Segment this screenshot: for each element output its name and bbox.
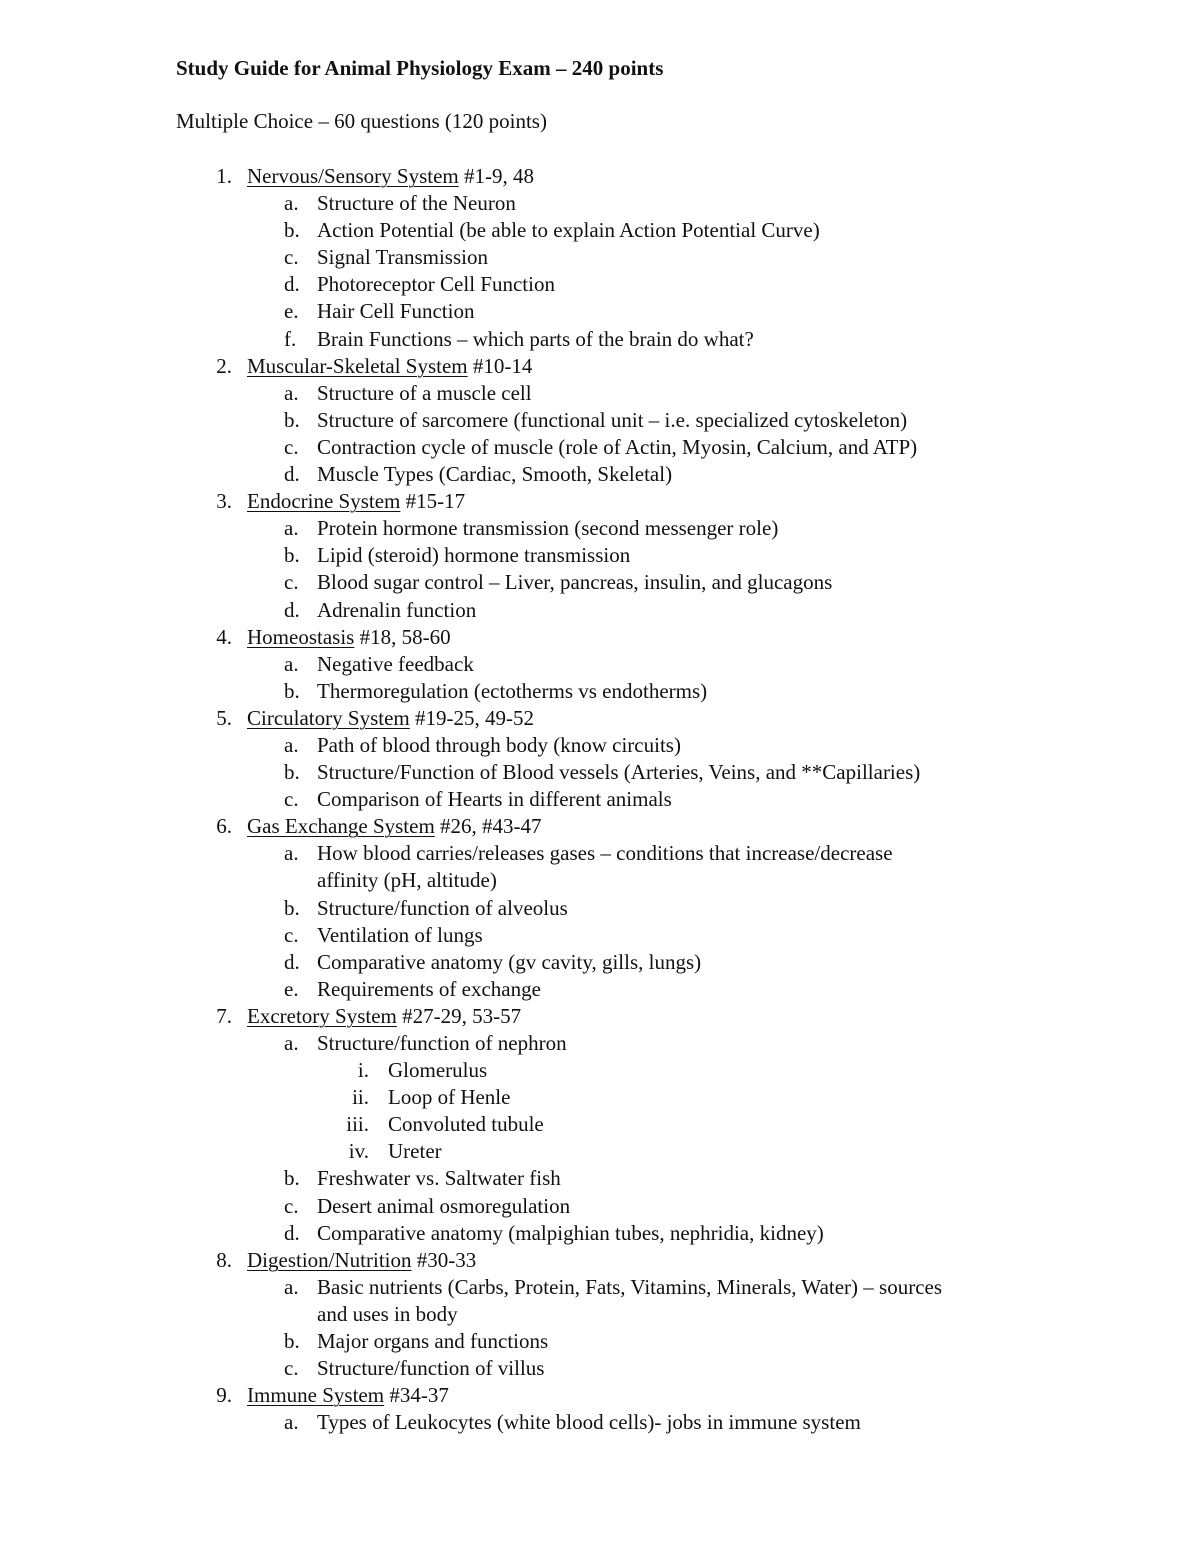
list-marker: 4. [216, 624, 232, 649]
outline-subtopic [0, 1355, 1200, 1382]
question-numbers: #27-29, 53-57 [396, 1003, 522, 1028]
list-marker: d. [284, 462, 300, 487]
outline-subtopic [0, 840, 1200, 867]
outline-subsubtopic [0, 1138, 1200, 1165]
topic-name: Circulatory System [247, 705, 410, 730]
outline-subtopic [0, 407, 1200, 434]
list-marker: c. [284, 787, 299, 812]
outline-subtopic [0, 1030, 1200, 1057]
outline-topic [0, 1003, 1200, 1030]
list-marker: b. [284, 678, 300, 703]
outline-subtopic [0, 786, 1200, 813]
outline-subtopic [0, 867, 1200, 894]
item-text: Convoluted tubule [388, 1112, 544, 1137]
list-marker: c. [284, 570, 299, 595]
outline-subtopic [0, 1165, 1200, 1192]
outline-topic [0, 813, 1200, 840]
list-marker: a. [284, 380, 299, 405]
outline-subtopic [0, 271, 1200, 298]
outline-subtopic [0, 190, 1200, 217]
item-text: Loop of Henle [388, 1085, 511, 1110]
outline-subtopic [0, 759, 1200, 786]
list-marker: 7. [216, 1003, 232, 1028]
question-numbers: #26, #43-47 [434, 814, 542, 839]
list-marker: a. [284, 841, 299, 866]
question-numbers: #15-17 [400, 489, 466, 514]
outline-topic [0, 488, 1200, 515]
outline-subtopic [0, 434, 1200, 461]
topic-text [247, 488, 465, 515]
item-text: Contraction cycle of muscle (role of Actin, Myosin, Calcium, and ATP) [317, 434, 918, 459]
outline-subtopic [0, 1193, 1200, 1220]
outline-subtopic [0, 895, 1200, 922]
topic-text [247, 1247, 476, 1274]
list-marker: c. [284, 245, 299, 270]
topic-text [247, 1003, 521, 1030]
item-text: Structure of a muscle cell [317, 380, 532, 405]
item-text: Structure/Function of Blood vessels (Arteries, Veins, and **Capillaries) [317, 760, 921, 785]
list-marker: d. [284, 1220, 300, 1245]
item-text: Structure/function of nephron [317, 1031, 567, 1055]
topic-text [247, 1382, 449, 1409]
item-text: Photoreceptor Cell Function [317, 272, 555, 297]
item-text: Structure/function of villus [317, 1356, 545, 1381]
question-numbers: #10-14 [467, 353, 533, 378]
topic-name: Excretory System [247, 1003, 397, 1028]
outline-subtopic [0, 976, 1200, 1003]
outline-topic [0, 624, 1200, 651]
section-heading: Multiple Choice – 60 questions (120 points) [176, 109, 547, 133]
item-text: Requirements of exchange [317, 976, 541, 1001]
item-text: Comparison of Hearts in different animals [317, 787, 672, 812]
outline-subtopic [0, 1301, 1200, 1328]
list-marker: a. [284, 732, 299, 757]
outline-subtopic [0, 515, 1200, 542]
topic-name: Gas Exchange System [247, 814, 435, 839]
list-marker: e. [284, 299, 299, 324]
item-text: Negative feedback [317, 651, 474, 676]
outline-topic [0, 1382, 1200, 1409]
list-marker: 6. [216, 814, 232, 839]
list-marker: d. [284, 272, 300, 297]
outline-subtopic [0, 732, 1200, 759]
item-text: Signal Transmission [317, 245, 488, 270]
study-outline [0, 163, 1200, 1436]
item-text: Comparative anatomy (gv cavity, gills, lungs) [317, 949, 702, 974]
list-marker: b. [284, 218, 300, 243]
list-marker: 2. [216, 353, 232, 378]
outline-topic [0, 353, 1200, 380]
outline-subtopic [0, 922, 1200, 949]
list-marker: 8. [216, 1247, 232, 1272]
item-text: Structure of the Neuron [317, 191, 516, 216]
item-text: and uses in body [317, 1301, 458, 1326]
list-marker: a. [284, 1274, 299, 1299]
topic-text [247, 705, 534, 732]
item-text: Desert animal osmoregulation [317, 1193, 571, 1218]
outline-subtopic [0, 217, 1200, 244]
item-text: Brain Functions – which parts of the brain do what? [317, 326, 754, 351]
outline-subtopic [0, 298, 1200, 325]
list-marker: c. [284, 434, 299, 459]
document-title: Study Guide for Animal Physiology Exam – 240 points [176, 56, 664, 80]
outline-subtopic [0, 542, 1200, 569]
item-text: Thermoregulation (ectotherms vs endotherms) [317, 678, 708, 703]
topic-text [247, 813, 542, 840]
topic-text [247, 353, 532, 380]
outline-subtopic [0, 244, 1200, 271]
outline-subtopic [0, 949, 1200, 976]
item-text: Ventilation of lungs [317, 922, 483, 947]
outline-subtopic [0, 1274, 1200, 1301]
item-text: Basic nutrients (Carbs, Protein, Fats, Vitamins, Minerals, Water) – sources [317, 1274, 943, 1299]
topic-name: Muscular-Skeletal System [247, 353, 468, 378]
item-text: Muscle Types (Cardiac, Smooth, Skeletal) [317, 462, 673, 487]
list-marker: b. [284, 407, 300, 432]
item-text: affinity (pH, altitude) [317, 868, 497, 893]
list-marker: iii. [346, 1112, 369, 1137]
outline-subtopic [0, 569, 1200, 596]
question-numbers: #34-37 [384, 1383, 449, 1408]
outline-subtopic [0, 380, 1200, 407]
list-marker: a. [284, 191, 299, 216]
outline-subtopic [0, 1220, 1200, 1247]
topic-name: Endocrine System [247, 489, 401, 514]
topic-text [247, 624, 451, 651]
item-text: Types of Leukocytes (white blood cells)- jobs in immune system [317, 1410, 861, 1435]
item-text: Major organs and functions [317, 1329, 549, 1354]
outline-topic [0, 1247, 1200, 1274]
list-marker: a. [284, 1031, 299, 1055]
outline-subtopic [0, 461, 1200, 488]
list-marker: ii. [352, 1085, 369, 1110]
list-marker: c. [284, 1193, 299, 1218]
outline-subsubtopic [0, 1057, 1200, 1084]
question-numbers: #19-25, 49-52 [409, 705, 534, 730]
item-text: Glomerulus [388, 1058, 488, 1083]
topic-name: Homeostasis [247, 624, 355, 649]
item-text: Structure of sarcomere (functional unit – i.e. specialized cytoskeleton) [317, 407, 908, 432]
list-marker: iv. [348, 1139, 369, 1164]
item-text: Blood sugar control – Liver, pancreas, insulin, and glucagons [317, 570, 833, 595]
item-text: How blood carries/releases gases – conditions that increase/decrease [317, 841, 893, 866]
list-marker: e. [284, 976, 299, 1001]
topic-text [247, 163, 534, 190]
list-marker: 3. [216, 489, 232, 514]
list-marker: b. [284, 1166, 300, 1191]
question-numbers: #1-9, 48 [458, 164, 534, 188]
list-marker: i. [357, 1058, 369, 1083]
list-marker: b. [284, 895, 300, 920]
list-marker: 5. [216, 705, 232, 730]
outline-subtopic [0, 1409, 1200, 1436]
item-text: Structure/function of alveolus [317, 895, 568, 920]
outline-subsubtopic [0, 1111, 1200, 1138]
list-marker: f. [284, 326, 297, 351]
outline-subtopic [0, 678, 1200, 705]
list-marker: a. [284, 1410, 299, 1435]
list-marker: b. [284, 543, 300, 568]
item-text: Ureter [388, 1139, 442, 1164]
item-text: Path of blood through body (know circuits) [317, 732, 681, 757]
question-numbers: #18, 58-60 [354, 624, 451, 649]
topic-name: Nervous/Sensory System [247, 164, 459, 188]
item-text: Hair Cell Function [317, 299, 475, 324]
question-numbers: #30-33 [411, 1247, 477, 1272]
list-marker: a. [284, 516, 299, 541]
outline-topic [0, 705, 1200, 732]
list-marker: 9. [216, 1383, 232, 1408]
item-text: Action Potential (be able to explain Action Potential Curve) [317, 218, 820, 243]
outline-subsubtopic [0, 1084, 1200, 1111]
list-marker: 1. [216, 164, 232, 188]
item-text: Protein hormone transmission (second messenger role) [317, 516, 779, 541]
outline-subtopic [0, 651, 1200, 678]
item-text: Lipid (steroid) hormone transmission [317, 543, 631, 568]
list-marker: c. [284, 1356, 299, 1381]
topic-name: Immune System [247, 1383, 385, 1408]
item-text: Comparative anatomy (malpighian tubes, nephridia, kidney) [317, 1220, 824, 1245]
outline-topic [0, 163, 1200, 190]
outline-subtopic [0, 597, 1200, 624]
list-marker: c. [284, 922, 299, 947]
list-marker: b. [284, 1329, 300, 1354]
topic-name: Digestion/Nutrition [247, 1247, 412, 1272]
item-text: Adrenalin function [317, 597, 477, 622]
list-marker: d. [284, 949, 300, 974]
list-marker: b. [284, 760, 300, 785]
outline-subtopic [0, 326, 1200, 353]
item-text: Freshwater vs. Saltwater fish [317, 1166, 561, 1191]
list-marker: a. [284, 651, 299, 676]
list-marker: d. [284, 597, 300, 622]
outline-subtopic [0, 1328, 1200, 1355]
